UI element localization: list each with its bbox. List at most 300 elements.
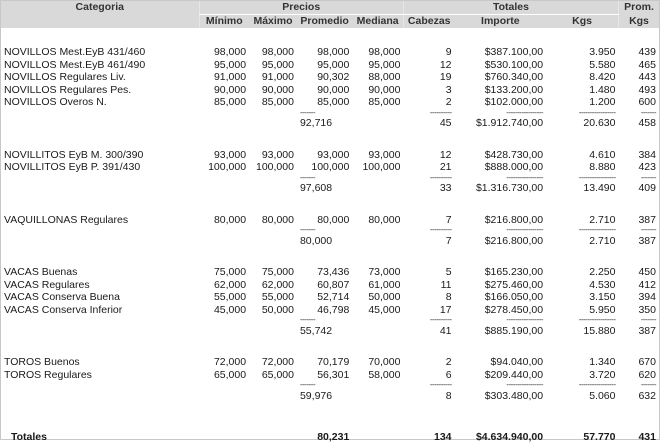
empty-cell — [1, 338, 199, 356]
heads-cell: 6 — [445, 368, 452, 381]
rule-prom-kgs: ------- — [640, 226, 656, 234]
kgs-cell: 3.150 — [589, 291, 616, 303]
min-price-cell: 91,000 — [213, 71, 247, 83]
spacer-row — [1, 403, 659, 421]
empty-cell — [249, 248, 297, 266]
amount-cell: $94.040,00 — [490, 356, 544, 368]
subtotal-rule-row — [1, 381, 659, 389]
subtotal-heads: 33 — [439, 182, 452, 195]
avg-kgs-cell: 439 — [638, 46, 656, 58]
header-cabezas: Cabezas — [403, 15, 454, 29]
median-price-cell: 58,000 — [368, 368, 401, 381]
spacer-row — [1, 338, 659, 356]
empty-cell — [455, 403, 547, 421]
avg-kgs-cell: 350 — [638, 303, 656, 316]
empty-cell — [455, 248, 547, 266]
totals-avg-kgs: 431 — [638, 430, 656, 443]
heads-cell: 2 — [445, 96, 452, 108]
subtotal-avg-price: 97,608 — [299, 182, 333, 195]
empty-cell — [546, 131, 618, 149]
amount-cell: $102.000,00 — [484, 96, 544, 108]
median-price-cell: 88,000 — [368, 71, 401, 83]
category-cell: VACAS Buenas — [4, 266, 78, 278]
max-price-cell: 80,000 — [261, 213, 294, 226]
empty-cell — [1, 131, 199, 149]
min-price-cell: 55,000 — [213, 291, 247, 303]
subtotal-kgs: 2.710 — [589, 234, 616, 247]
heads-cell: 19 — [439, 71, 452, 83]
totals-row — [1, 427, 659, 447]
amount-cell: $275.460,00 — [484, 278, 544, 291]
median-price-cell: 93,000 — [368, 148, 401, 161]
category-cell: VACAS Conserva Buena — [4, 291, 120, 303]
amount-cell: $888.000,00 — [484, 161, 544, 173]
header-prom-kgs: Kgs — [618, 15, 659, 29]
heads-cell: 12 — [439, 148, 452, 161]
empty-cell — [249, 28, 297, 46]
heads-cell: 12 — [439, 58, 452, 71]
rule-promedio: ------- — [299, 316, 316, 324]
header-kgs: Kgs — [546, 15, 618, 29]
empty-cell — [249, 196, 297, 214]
subtotal-amount: $1.912.740,00 — [475, 117, 544, 130]
avg-kgs-cell: 443 — [638, 71, 656, 83]
amount-cell: $166.050,00 — [484, 291, 544, 303]
category-cell: VAQUILLONAS Regulares — [4, 213, 129, 226]
amount-cell: $165.230,00 — [484, 266, 544, 278]
max-price-cell: 100,000 — [256, 161, 294, 173]
median-price-cell: 90,000 — [368, 83, 401, 96]
kgs-cell: 1.340 — [589, 356, 616, 368]
min-price-cell: 72,000 — [213, 356, 247, 368]
empty-cell — [546, 248, 618, 266]
empty-cell — [455, 338, 547, 356]
empty-cell — [403, 131, 454, 149]
subtotal-row — [1, 389, 659, 403]
empty-cell — [297, 28, 352, 46]
empty-cell — [1, 174, 199, 182]
subtotal-row — [1, 234, 659, 248]
category-cell: VACAS Conserva Inferior — [4, 303, 123, 316]
empty-cell — [249, 389, 297, 403]
amount-cell: $133.200,00 — [484, 83, 544, 96]
median-price-cell: 100,000 — [362, 161, 401, 173]
totals-amount: $4.634.940,00 — [475, 430, 544, 443]
category-cell: TOROS Buenos — [4, 356, 80, 368]
table-row[interactable] — [1, 71, 659, 84]
empty-cell — [618, 131, 659, 149]
subtotal-kgs: 5.060 — [589, 389, 616, 402]
rule-importe: ----------------- — [506, 108, 544, 117]
table-row[interactable] — [1, 356, 659, 369]
spacer-row — [1, 28, 659, 46]
median-price-cell: 80,000 — [368, 213, 401, 226]
kgs-cell: 3.950 — [589, 46, 616, 58]
empty-cell — [352, 174, 403, 182]
header-precios: Precios — [199, 1, 403, 15]
table-row[interactable] — [1, 266, 659, 279]
category-cell: NOVILLOS Regulares Pes. — [4, 83, 132, 96]
empty-cell — [199, 174, 249, 182]
empty-cell — [199, 109, 249, 117]
header-totales: Totales — [403, 1, 618, 15]
empty-cell — [352, 226, 403, 234]
heads-cell: 9 — [445, 46, 452, 58]
empty-cell — [352, 117, 403, 131]
heads-cell: 7 — [445, 213, 452, 226]
rule-cabezas: ---------- — [429, 316, 452, 324]
empty-cell — [403, 403, 454, 421]
kgs-cell: 2.250 — [589, 266, 616, 278]
empty-cell — [199, 131, 249, 149]
table-row[interactable] — [1, 59, 659, 72]
kgs-cell: 5.580 — [589, 58, 616, 71]
rule-promedio: ------- — [299, 108, 316, 117]
subtotal-kgs: 20.630 — [583, 117, 616, 130]
category-cell: NOVILLOS Mest.EyB 431/460 — [4, 46, 146, 58]
kgs-cell: 1.200 — [589, 96, 616, 108]
median-price-cell: 85,000 — [368, 96, 401, 108]
empty-cell — [455, 28, 547, 46]
subtotal-avg-price: 92,716 — [299, 117, 333, 130]
empty-cell — [618, 338, 659, 356]
empty-cell — [455, 196, 547, 214]
min-price-cell: 98,000 — [213, 46, 247, 58]
avg-price-cell: 93,000 — [317, 148, 350, 161]
empty-cell — [249, 234, 297, 248]
empty-cell — [352, 403, 403, 421]
avg-kgs-cell: 600 — [638, 96, 656, 108]
rule-importe: ----------------- — [506, 381, 544, 389]
min-price-cell: 80,000 — [213, 213, 247, 226]
subtotal-kgs: 15.880 — [583, 324, 616, 337]
empty-cell — [618, 28, 659, 46]
empty-cell — [249, 427, 297, 447]
rule-cabezas: ---------- — [429, 108, 452, 117]
avg-price-cell: 90,000 — [317, 83, 350, 96]
amount-cell: $387.100,00 — [484, 46, 544, 58]
avg-price-cell: 100,000 — [311, 161, 350, 173]
empty-cell — [352, 196, 403, 214]
category-cell: NOVILLITOS EyB P. 391/430 — [4, 161, 141, 173]
empty-cell — [249, 338, 297, 356]
empty-cell — [199, 316, 249, 324]
amount-cell: $209.440,00 — [484, 368, 544, 381]
kgs-cell: 1.480 — [589, 83, 616, 96]
table-row[interactable] — [1, 279, 659, 292]
empty-cell — [618, 248, 659, 266]
table-row[interactable] — [1, 149, 659, 162]
empty-cell — [352, 109, 403, 117]
subtotal-heads: 45 — [439, 117, 452, 130]
totals-avg-price: 80,231 — [317, 430, 350, 443]
header-prom: Prom. — [618, 1, 659, 15]
totals-kgs: 57.770 — [583, 430, 616, 443]
median-price-cell: 98,000 — [368, 46, 401, 58]
empty-cell — [199, 324, 249, 338]
empty-cell — [1, 324, 199, 338]
empty-cell — [1, 234, 199, 248]
rule-prom-kgs: ------- — [640, 108, 656, 117]
category-cell: NOVILLOS Mest.EyB 461/490 — [4, 58, 146, 71]
max-price-cell: 50,000 — [261, 303, 294, 316]
rule-kgs: ----------------- — [578, 226, 616, 234]
empty-cell — [352, 131, 403, 149]
empty-cell — [199, 403, 249, 421]
rule-cabezas: ---------- — [429, 226, 452, 234]
table-row[interactable] — [1, 214, 659, 227]
empty-cell — [546, 28, 618, 46]
amount-cell: $216.800,00 — [484, 213, 544, 226]
min-price-cell: 75,000 — [213, 266, 247, 278]
max-price-cell: 98,000 — [261, 46, 294, 58]
max-price-cell: 91,000 — [261, 71, 294, 83]
subtotal-avg-kgs: 409 — [638, 182, 656, 195]
empty-cell — [352, 316, 403, 324]
rule-promedio: ------- — [299, 381, 316, 389]
subtotal-avg-price: 80,000 — [299, 234, 333, 247]
table-row[interactable] — [1, 304, 659, 317]
category-cell: TOROS Regulares — [4, 368, 92, 381]
median-price-cell: 70,000 — [368, 356, 401, 368]
empty-cell — [297, 131, 352, 149]
avg-kgs-cell: 450 — [638, 266, 656, 278]
empty-cell — [1, 182, 199, 196]
subtotal-amount: $303.480,00 — [484, 389, 544, 402]
avg-price-cell: 90,302 — [317, 71, 350, 83]
subtotal-avg-kgs: 387 — [638, 234, 656, 247]
empty-cell — [1, 196, 199, 214]
avg-kgs-cell: 387 — [638, 213, 656, 226]
avg-price-cell: 46,798 — [317, 303, 350, 316]
empty-cell — [249, 324, 297, 338]
empty-cell — [1, 403, 199, 421]
max-price-cell: 62,000 — [261, 278, 294, 291]
header-promedio: Promedio — [297, 15, 352, 29]
empty-cell — [199, 427, 249, 447]
rule-kgs: ----------------- — [578, 316, 616, 324]
table-row[interactable] — [1, 161, 659, 174]
heads-cell: 11 — [440, 278, 452, 291]
min-price-cell: 90,000 — [213, 83, 247, 96]
rule-promedio: ------- — [299, 226, 316, 234]
subtotal-kgs: 13.490 — [583, 182, 616, 195]
empty-cell — [199, 234, 249, 248]
empty-cell — [249, 316, 297, 324]
avg-kgs-cell: 412 — [638, 278, 656, 291]
kgs-cell: 4.610 — [589, 148, 616, 161]
empty-cell — [249, 226, 297, 234]
empty-cell — [249, 381, 297, 389]
empty-cell — [403, 28, 454, 46]
median-price-cell: 95,000 — [368, 58, 401, 71]
subtotal-rule-row — [1, 109, 659, 117]
empty-cell — [1, 226, 199, 234]
table-row[interactable] — [1, 96, 659, 109]
header-importe: Importe — [455, 15, 547, 29]
empty-cell — [249, 174, 297, 182]
empty-cell — [1, 109, 199, 117]
subtotal-heads: 7 — [445, 234, 452, 247]
median-price-cell: 50,000 — [368, 291, 401, 303]
subtotal-avg-kgs: 632 — [638, 389, 656, 402]
avg-price-cell: 85,000 — [317, 96, 350, 108]
heads-cell: 17 — [439, 303, 452, 316]
rule-promedio: ------- — [299, 173, 316, 182]
header-maximo: Máximo — [249, 15, 297, 29]
kgs-cell: 3.720 — [589, 368, 616, 381]
max-price-cell: 85,000 — [261, 96, 294, 108]
header-group-row — [1, 1, 659, 15]
max-price-cell: 55,000 — [261, 291, 294, 303]
rule-prom-kgs: ------- — [640, 316, 656, 324]
subtotal-row — [1, 117, 659, 131]
avg-price-cell: 52,714 — [317, 291, 350, 303]
empty-cell — [297, 403, 352, 421]
avg-kgs-cell: 493 — [638, 83, 656, 96]
heads-cell: 2 — [445, 356, 452, 368]
subtotal-avg-kgs: 387 — [638, 324, 656, 337]
table-row[interactable] — [1, 369, 659, 382]
kgs-cell: 2.710 — [589, 213, 616, 226]
kgs-cell: 8.880 — [589, 161, 616, 173]
min-price-cell: 95,000 — [213, 58, 247, 71]
heads-cell: 8 — [445, 291, 452, 303]
empty-cell — [297, 248, 352, 266]
totals-heads: 134 — [434, 430, 452, 443]
empty-cell — [1, 389, 199, 403]
empty-cell — [352, 427, 403, 447]
empty-cell — [199, 381, 249, 389]
empty-cell — [199, 338, 249, 356]
subtotal-avg-price: 55,742 — [299, 324, 333, 337]
totals-label: Totales — [11, 430, 47, 443]
empty-cell — [352, 389, 403, 403]
subtotal-row — [1, 324, 659, 338]
empty-cell — [199, 389, 249, 403]
min-price-cell: 62,000 — [213, 278, 247, 291]
table-row[interactable] — [1, 291, 659, 304]
empty-cell — [1, 28, 199, 46]
heads-cell: 5 — [445, 266, 452, 278]
heads-cell: 3 — [445, 83, 452, 96]
empty-cell — [249, 109, 297, 117]
amount-cell: $428.730,00 — [484, 148, 544, 161]
header-mediana: Mediana — [352, 15, 403, 29]
empty-cell — [1, 381, 199, 389]
min-price-cell: 65,000 — [213, 368, 247, 381]
empty-cell — [1, 248, 199, 266]
empty-cell — [352, 324, 403, 338]
avg-price-cell: 73,436 — [317, 266, 350, 278]
max-price-cell: 93,000 — [261, 148, 294, 161]
empty-cell — [199, 117, 249, 131]
max-price-cell: 75,000 — [261, 266, 294, 278]
avg-price-cell: 98,000 — [317, 46, 350, 58]
empty-cell — [352, 28, 403, 46]
empty-cell — [297, 196, 352, 214]
empty-cell — [199, 226, 249, 234]
subtotal-amount: $1.316.730,00 — [475, 182, 544, 195]
subtotal-avg-kgs: 458 — [638, 117, 656, 130]
subtotal-rule-row — [1, 174, 659, 182]
max-price-cell: 90,000 — [261, 83, 294, 96]
empty-cell — [249, 182, 297, 196]
category-cell: NOVILLOS Regulares Liv. — [4, 71, 126, 83]
empty-cell — [249, 403, 297, 421]
min-price-cell: 93,000 — [213, 148, 247, 161]
rule-kgs: ----------------- — [578, 381, 616, 389]
empty-cell — [403, 338, 454, 356]
min-price-cell: 100,000 — [208, 161, 247, 173]
kgs-cell: 5.950 — [589, 303, 616, 316]
subtotal-amount: $885.190,00 — [484, 324, 544, 337]
spacer-row — [1, 131, 659, 149]
heads-cell: 21 — [439, 161, 452, 173]
rule-prom-kgs: ------- — [640, 381, 656, 389]
kgs-cell: 4.530 — [589, 278, 616, 291]
avg-kgs-cell: 465 — [638, 58, 656, 71]
empty-cell — [297, 338, 352, 356]
empty-cell — [1, 316, 199, 324]
median-price-cell: 61,000 — [368, 278, 401, 291]
empty-cell — [455, 131, 547, 149]
median-price-cell: 73,000 — [368, 266, 401, 278]
table-row[interactable] — [1, 46, 659, 59]
empty-cell — [546, 196, 618, 214]
empty-cell — [546, 403, 618, 421]
rule-importe: ----------------- — [506, 226, 544, 234]
empty-cell — [249, 131, 297, 149]
empty-cell — [352, 381, 403, 389]
empty-cell — [199, 182, 249, 196]
subtotal-heads: 8 — [445, 389, 452, 402]
empty-cell — [352, 338, 403, 356]
avg-price-cell: 70,179 — [317, 356, 350, 368]
amount-cell: $278.450,00 — [484, 303, 544, 316]
subtotal-rule-row — [1, 316, 659, 324]
avg-price-cell: 56,301 — [317, 368, 350, 381]
empty-cell — [403, 196, 454, 214]
rule-importe: ----------------- — [506, 316, 544, 324]
avg-kgs-cell: 620 — [638, 368, 656, 381]
median-price-cell: 45,000 — [368, 303, 401, 316]
max-price-cell: 72,000 — [261, 356, 294, 368]
kgs-cell: 8.420 — [589, 71, 616, 83]
spacer-row — [1, 248, 659, 266]
rule-cabezas: ---------- — [429, 173, 452, 182]
empty-cell — [618, 196, 659, 214]
avg-price-cell: 95,000 — [317, 58, 350, 71]
rule-kgs: ----------------- — [578, 108, 616, 117]
avg-price-cell: 80,000 — [317, 213, 350, 226]
empty-cell — [249, 117, 297, 131]
avg-kgs-cell: 394 — [638, 291, 656, 303]
avg-kgs-cell: 423 — [638, 161, 656, 173]
avg-kgs-cell: 670 — [638, 356, 656, 368]
rule-importe: ----------------- — [506, 173, 544, 182]
empty-cell — [352, 234, 403, 248]
rule-prom-kgs: ------- — [640, 173, 656, 182]
prices-table — [1, 1, 659, 447]
avg-kgs-cell: 384 — [638, 148, 656, 161]
header-minimo: Mínimo — [199, 15, 249, 29]
empty-cell — [199, 196, 249, 214]
empty-cell — [199, 248, 249, 266]
max-price-cell: 95,000 — [261, 58, 294, 71]
category-cell: VACAS Regulares — [4, 278, 90, 291]
table-row[interactable] — [1, 84, 659, 97]
